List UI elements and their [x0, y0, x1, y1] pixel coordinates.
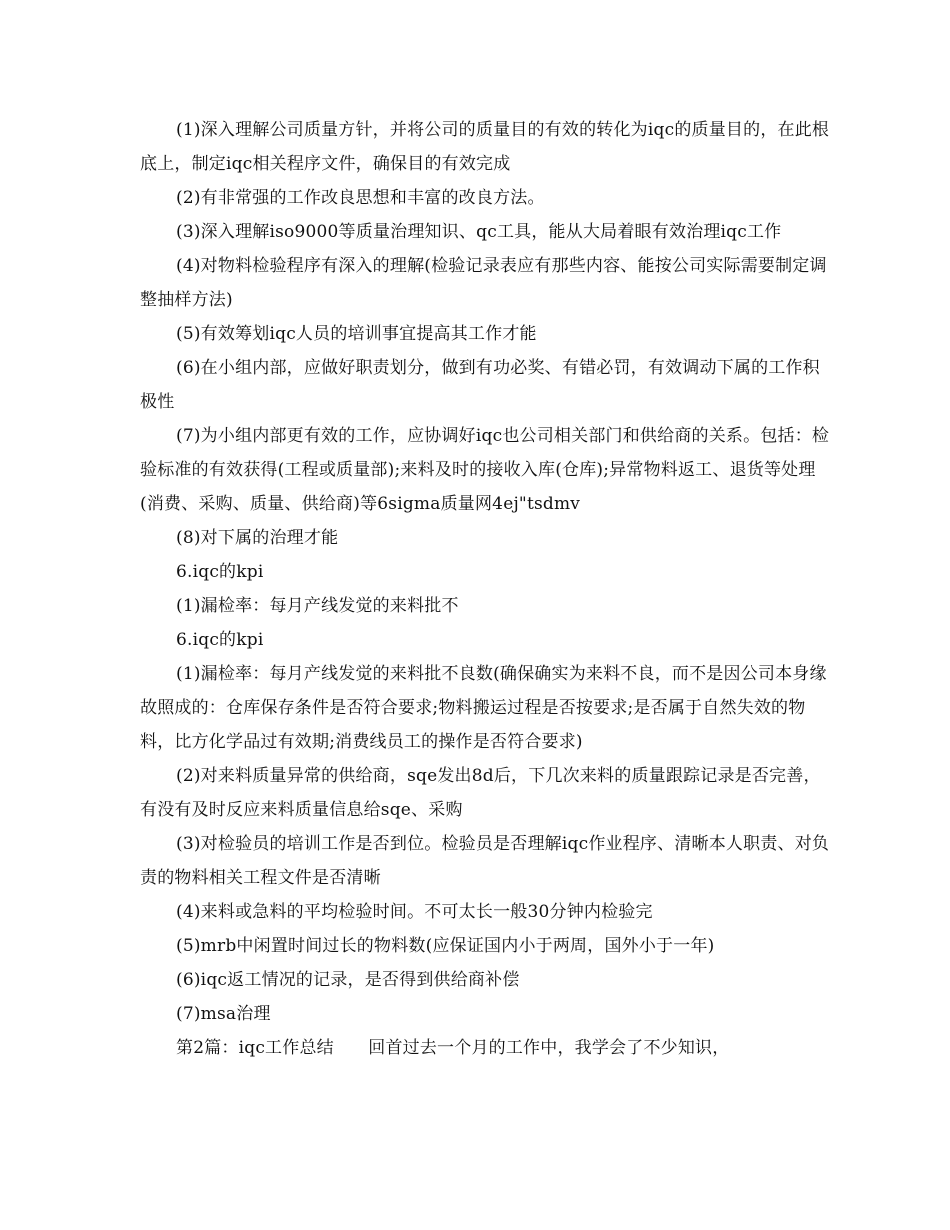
paragraph-5: (5)有效筹划iqc人员的培训事宜提高其工作才能 [176, 324, 537, 344]
kpi-heading-2: 6.iqc的kpi [176, 630, 264, 650]
paragraph-4: (4)对物料检验程序有深入的理解(检验记录表应有那些内容、能按公司实际需要制定调整抽样方法) [140, 256, 827, 310]
paragraph-1: (1)深入理解公司质量方针，并将公司的质量目的有效的转化为iqc的质量目的，在此根底上，制定iqc相关程序文件，确保目的有效完成 [140, 120, 830, 174]
paragraph-kpi-3: (3)对检验员的培训工作是否到位。检验员是否理解iqc作业程序、清晰本人职责、对负责的物料相关工程文件是否清晰 [140, 834, 830, 888]
paragraph-8: (8)对下属的治理才能 [176, 528, 339, 548]
paragraph-kpi-2: (2)对来料质量异常的供给商，sqe发出8d后，下几次来料的质量跟踪记录是否完善，有没有及时反应来料质量信息给sqe、采购 [140, 766, 821, 820]
paragraph-2: (2)有非常强的工作改良思想和丰富的改良方法。 [176, 188, 545, 208]
paragraph-kpi-5: (5)mrb中闲置时间过长的物料数(应保证国内小于两周，国外小于一年) [176, 936, 715, 956]
section-2-heading: 第2篇：iqc工作总结 回首过去一个月的工作中，我学会了不少知识， [176, 1038, 730, 1058]
paragraph-kpi-1-fragment: (1)漏检率：每月产线发觉的来料批不 [176, 596, 459, 616]
paragraph-kpi-7: (7)msa治理 [176, 1004, 271, 1024]
kpi-heading-1: 6.iqc的kpi [176, 562, 264, 582]
document-body [140, 113, 830, 1065]
paragraph-3: (3)深入理解iso9000等质量治理知识、qc工具，能从大局着眼有效治理iqc工作 [176, 222, 782, 242]
paragraph-kpi-6: (6)iqc返工情况的记录，是否得到供给商补偿 [176, 970, 520, 990]
paragraph-7: (7)为小组内部更有效的工作，应协调好iqc也公司相关部门和供给商的关系。包括：检验标准的有效获得(工程或质量部);来料及时的接收入库(仓库);异常物料返工、退货等处理(消费、采购、质量、供给商)等6sigma质量网4ej"tsdmv [140, 426, 830, 514]
paragraph-kpi-1: (1)漏检率：每月产线发觉的来料批不良数(确保确实为来料不良，而不是因公司本身缘故照成的：仓库保存条件是否符合要求;物料搬运过程是否按要求;是否属于自然失效的物料，比方化学品过有效期;消费线员工的操作是否符合要求) [140, 664, 827, 752]
paragraph-kpi-4: (4)来料或急料的平均检验时间。不可太长一般30分钟内检验完 [176, 902, 653, 922]
paragraph-6: (6)在小组内部，应做好职责划分，做到有功必奖、有错必罚，有效调动下属的工作积极性 [140, 358, 820, 412]
